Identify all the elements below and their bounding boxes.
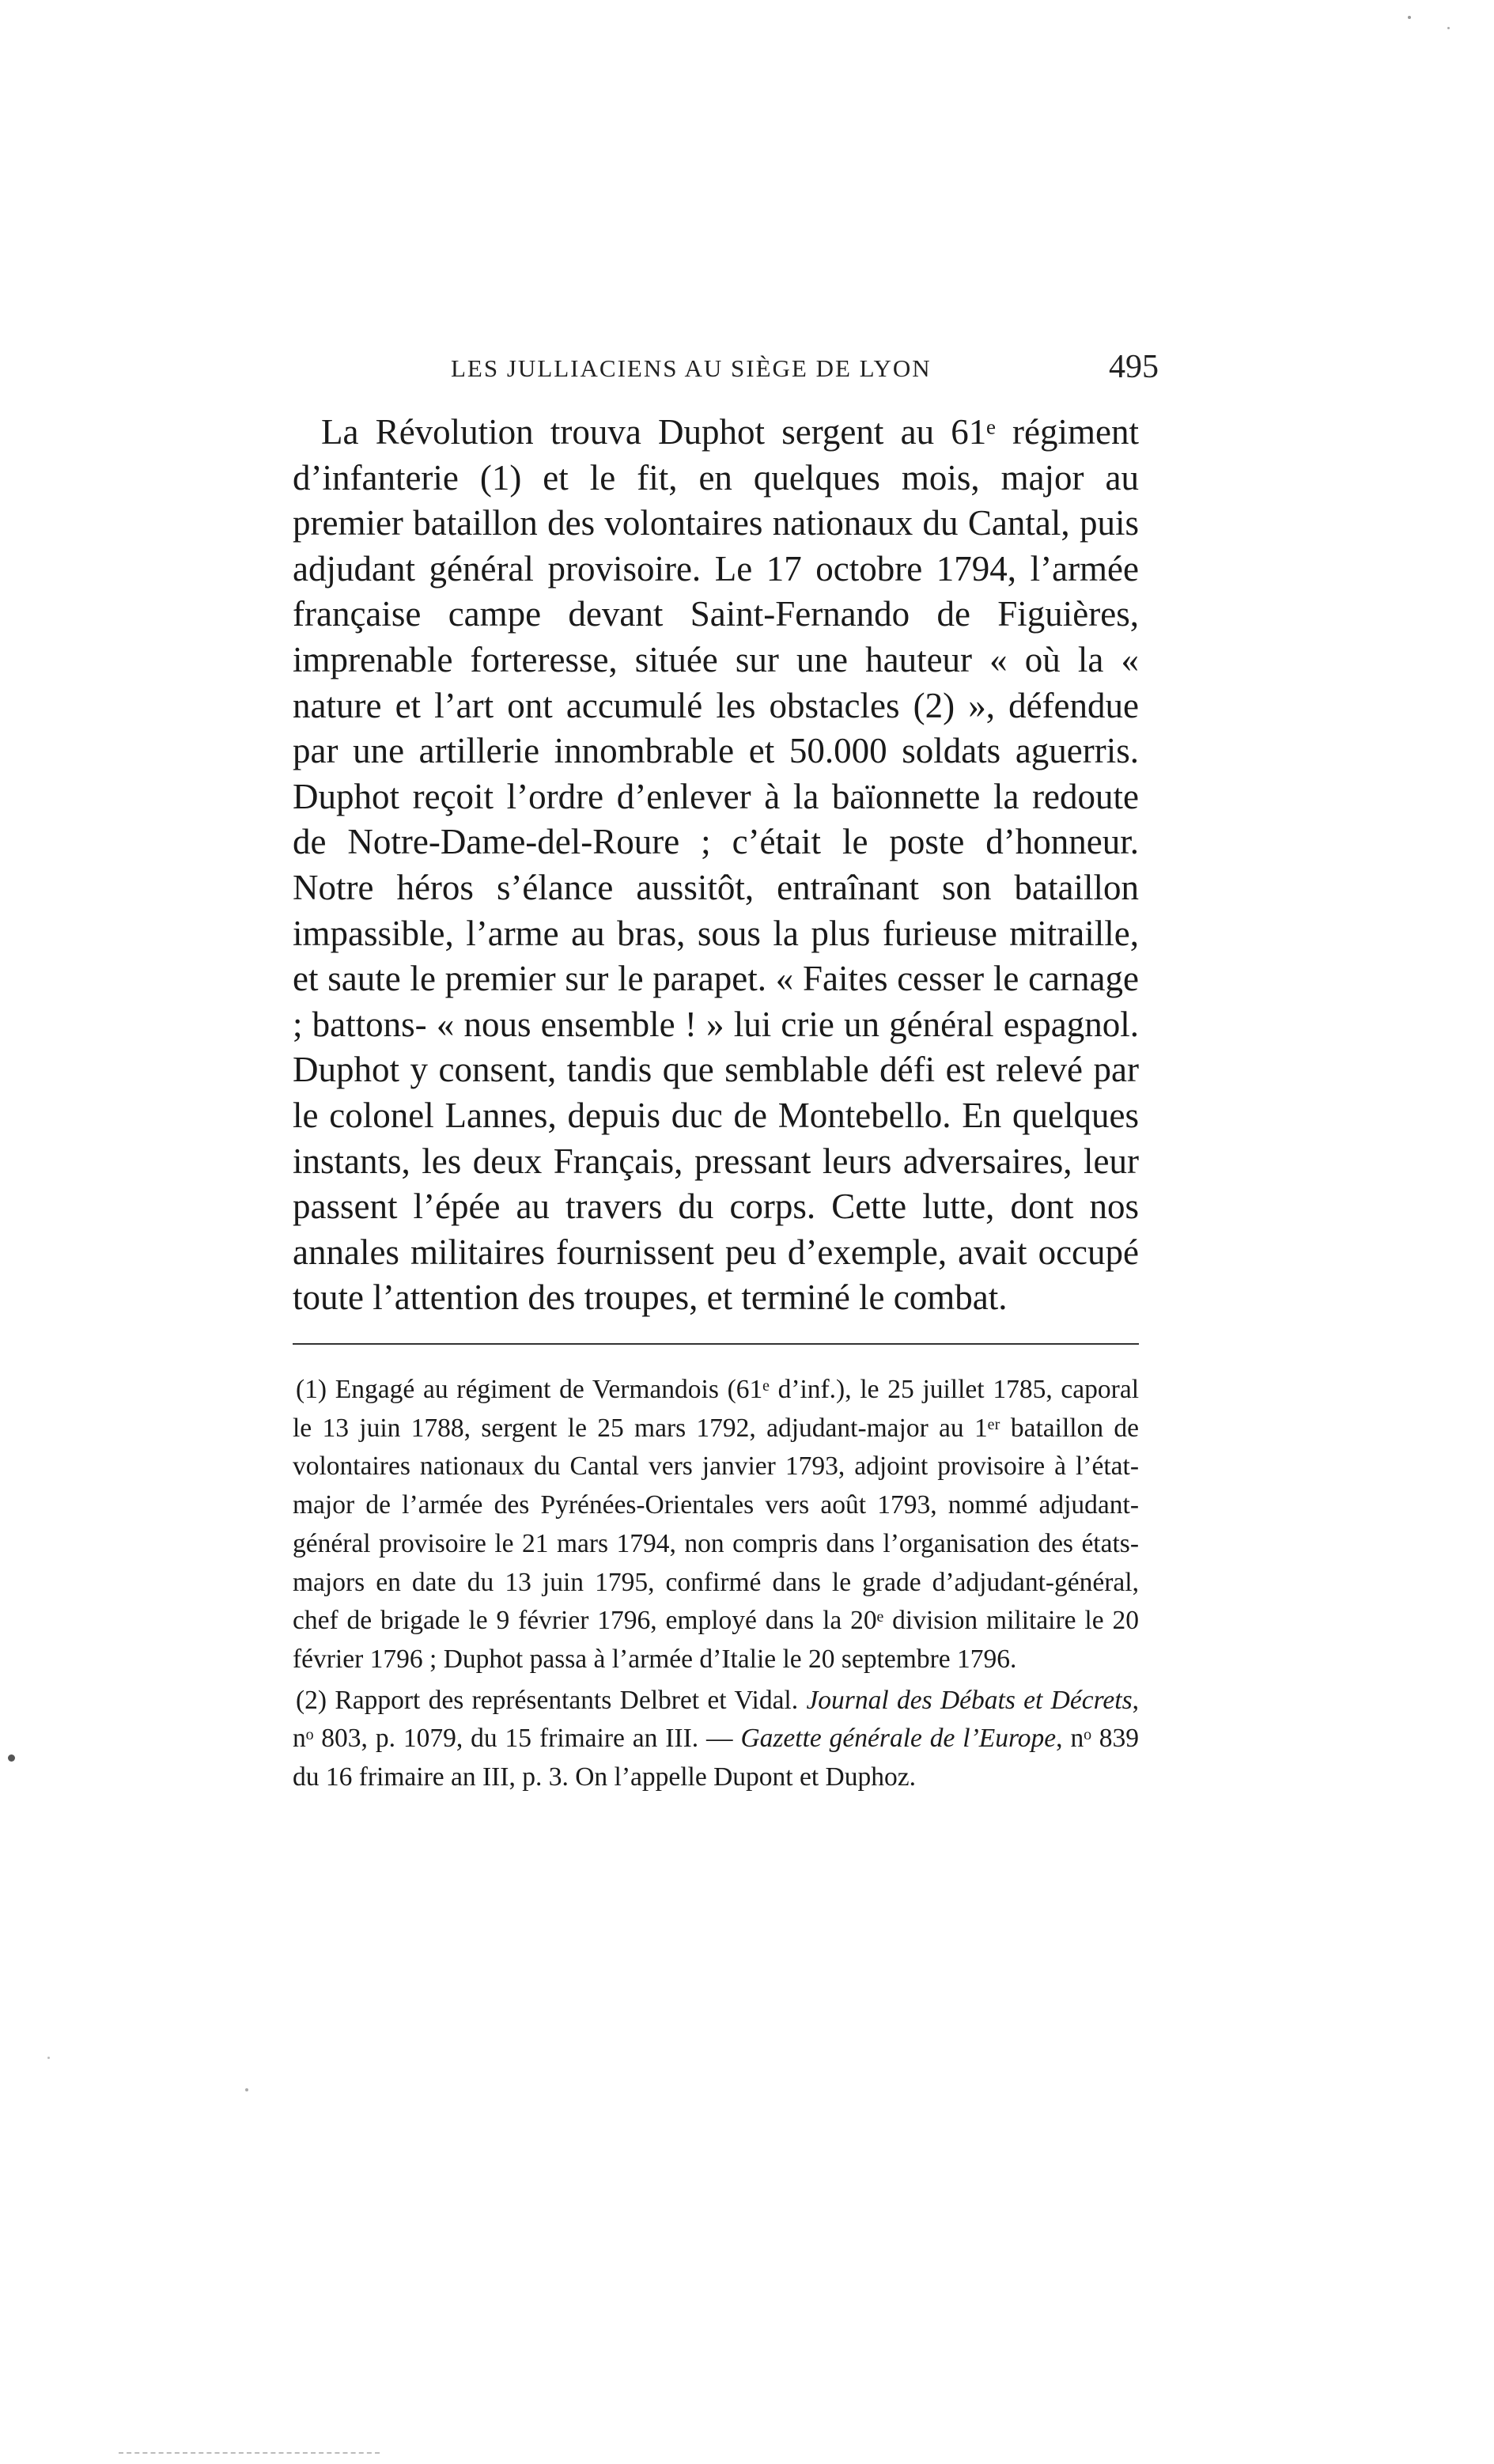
page-number: 495 (1109, 349, 1159, 385)
paper-noise (1447, 27, 1450, 29)
footnote-2-mid: , nᵒ 803, p. 1079, du 15 frimaire an III. — (293, 1685, 1139, 1754)
paper-noise (245, 2088, 248, 2091)
page-edge-marks (119, 2452, 380, 2455)
footnote-separator-rule (293, 1343, 1139, 1345)
footnote-2 (293, 1682, 1139, 1797)
paper-noise (47, 2057, 50, 2059)
footnote-1: (1) Engagé au régiment de Vermandois (61ᵉ d’inf.), le 25 juillet 1785, caporal le 13 juin 1788, sergent le 25 mars 1792, adjudant-major au 1ᵉʳ bataillon de volontaires nationaux du Cantal vers janvier 1793, adjoint provisoire à l’état-major de l’armée des Pyrénées-Orientales vers août 1793, nommé adjudant-général provisoire le 21 mars 1794, non compris dans l’organisation des états-majors en date du 13 juin 1795, confirmé dans le grade d’adjudant-général, chef de brigade le 9 février 1796, employé dans la 20ᵉ division militaire le 20 février 1796 ; Duphot passa à l’armée d’Italie le 20 septembre 1796. (293, 1375, 1139, 1674)
running-head (293, 348, 1159, 396)
footnote-2-journal-title: Journal des Débats et Décrets (806, 1685, 1133, 1715)
footnote-2-lead: (2) Rapport des représentants Delbret et Vidal. (296, 1685, 807, 1715)
footnote-2-tail: , nᵒ 839 du 16 frimaire an III, p. 3. On l’appelle Dupont et Duphoz. (293, 1724, 1139, 1792)
footnotes (293, 1371, 1139, 1800)
ink-speck (8, 1754, 15, 1762)
main-paragraph: La Révolution trouva Duphot sergent au 61ᵉ régiment d’infanterie (1) et le fit, en quelques mois, major au premier bataillon des volontaires nationaux du Cantal, puis adjudant général provisoire. Le 17 octobre 1794, l’armée française campe devant Saint-Fernando de Figuières, imprenable forteresse, située sur une hauteur « où la « nature et l’art ont accumulé les obstacles (2) », défendue par une artillerie innombrable et 50.000 soldats aguerris. Duphot reçoit l’ordre d’enlever à la baïonnette la redoute de Notre-Dame-del-Roure ; c’était le poste d’honneur. Notre héros s’élance aussitôt, entraînant son bataillon impassible, l’arme au bras, sous la plus furieuse mitraille, et saute le premier sur le parapet. « Faites cesser le carnage ; battons- « nous ensemble ! » lui crie un général espagnol. Duphot y consent, tandis que semblable défi est relevé par le colonel Lannes, depuis duc de Montebello. En quelques instants, les deux Français, pressant leurs adversaires, leur passent l’épée au travers du corps. Cette lutte, dont nos annales militaires fournissent peu d’exemple, avait occupé toute l’attention des troupes, et terminé le combat. (293, 412, 1139, 1318)
footnote-2-gazette-title: Gazette générale de l’Europe (740, 1724, 1057, 1754)
paper-noise (1408, 16, 1411, 19)
running-title: LES JULLIACIENS AU SIÈGE DE LYON (451, 354, 932, 382)
